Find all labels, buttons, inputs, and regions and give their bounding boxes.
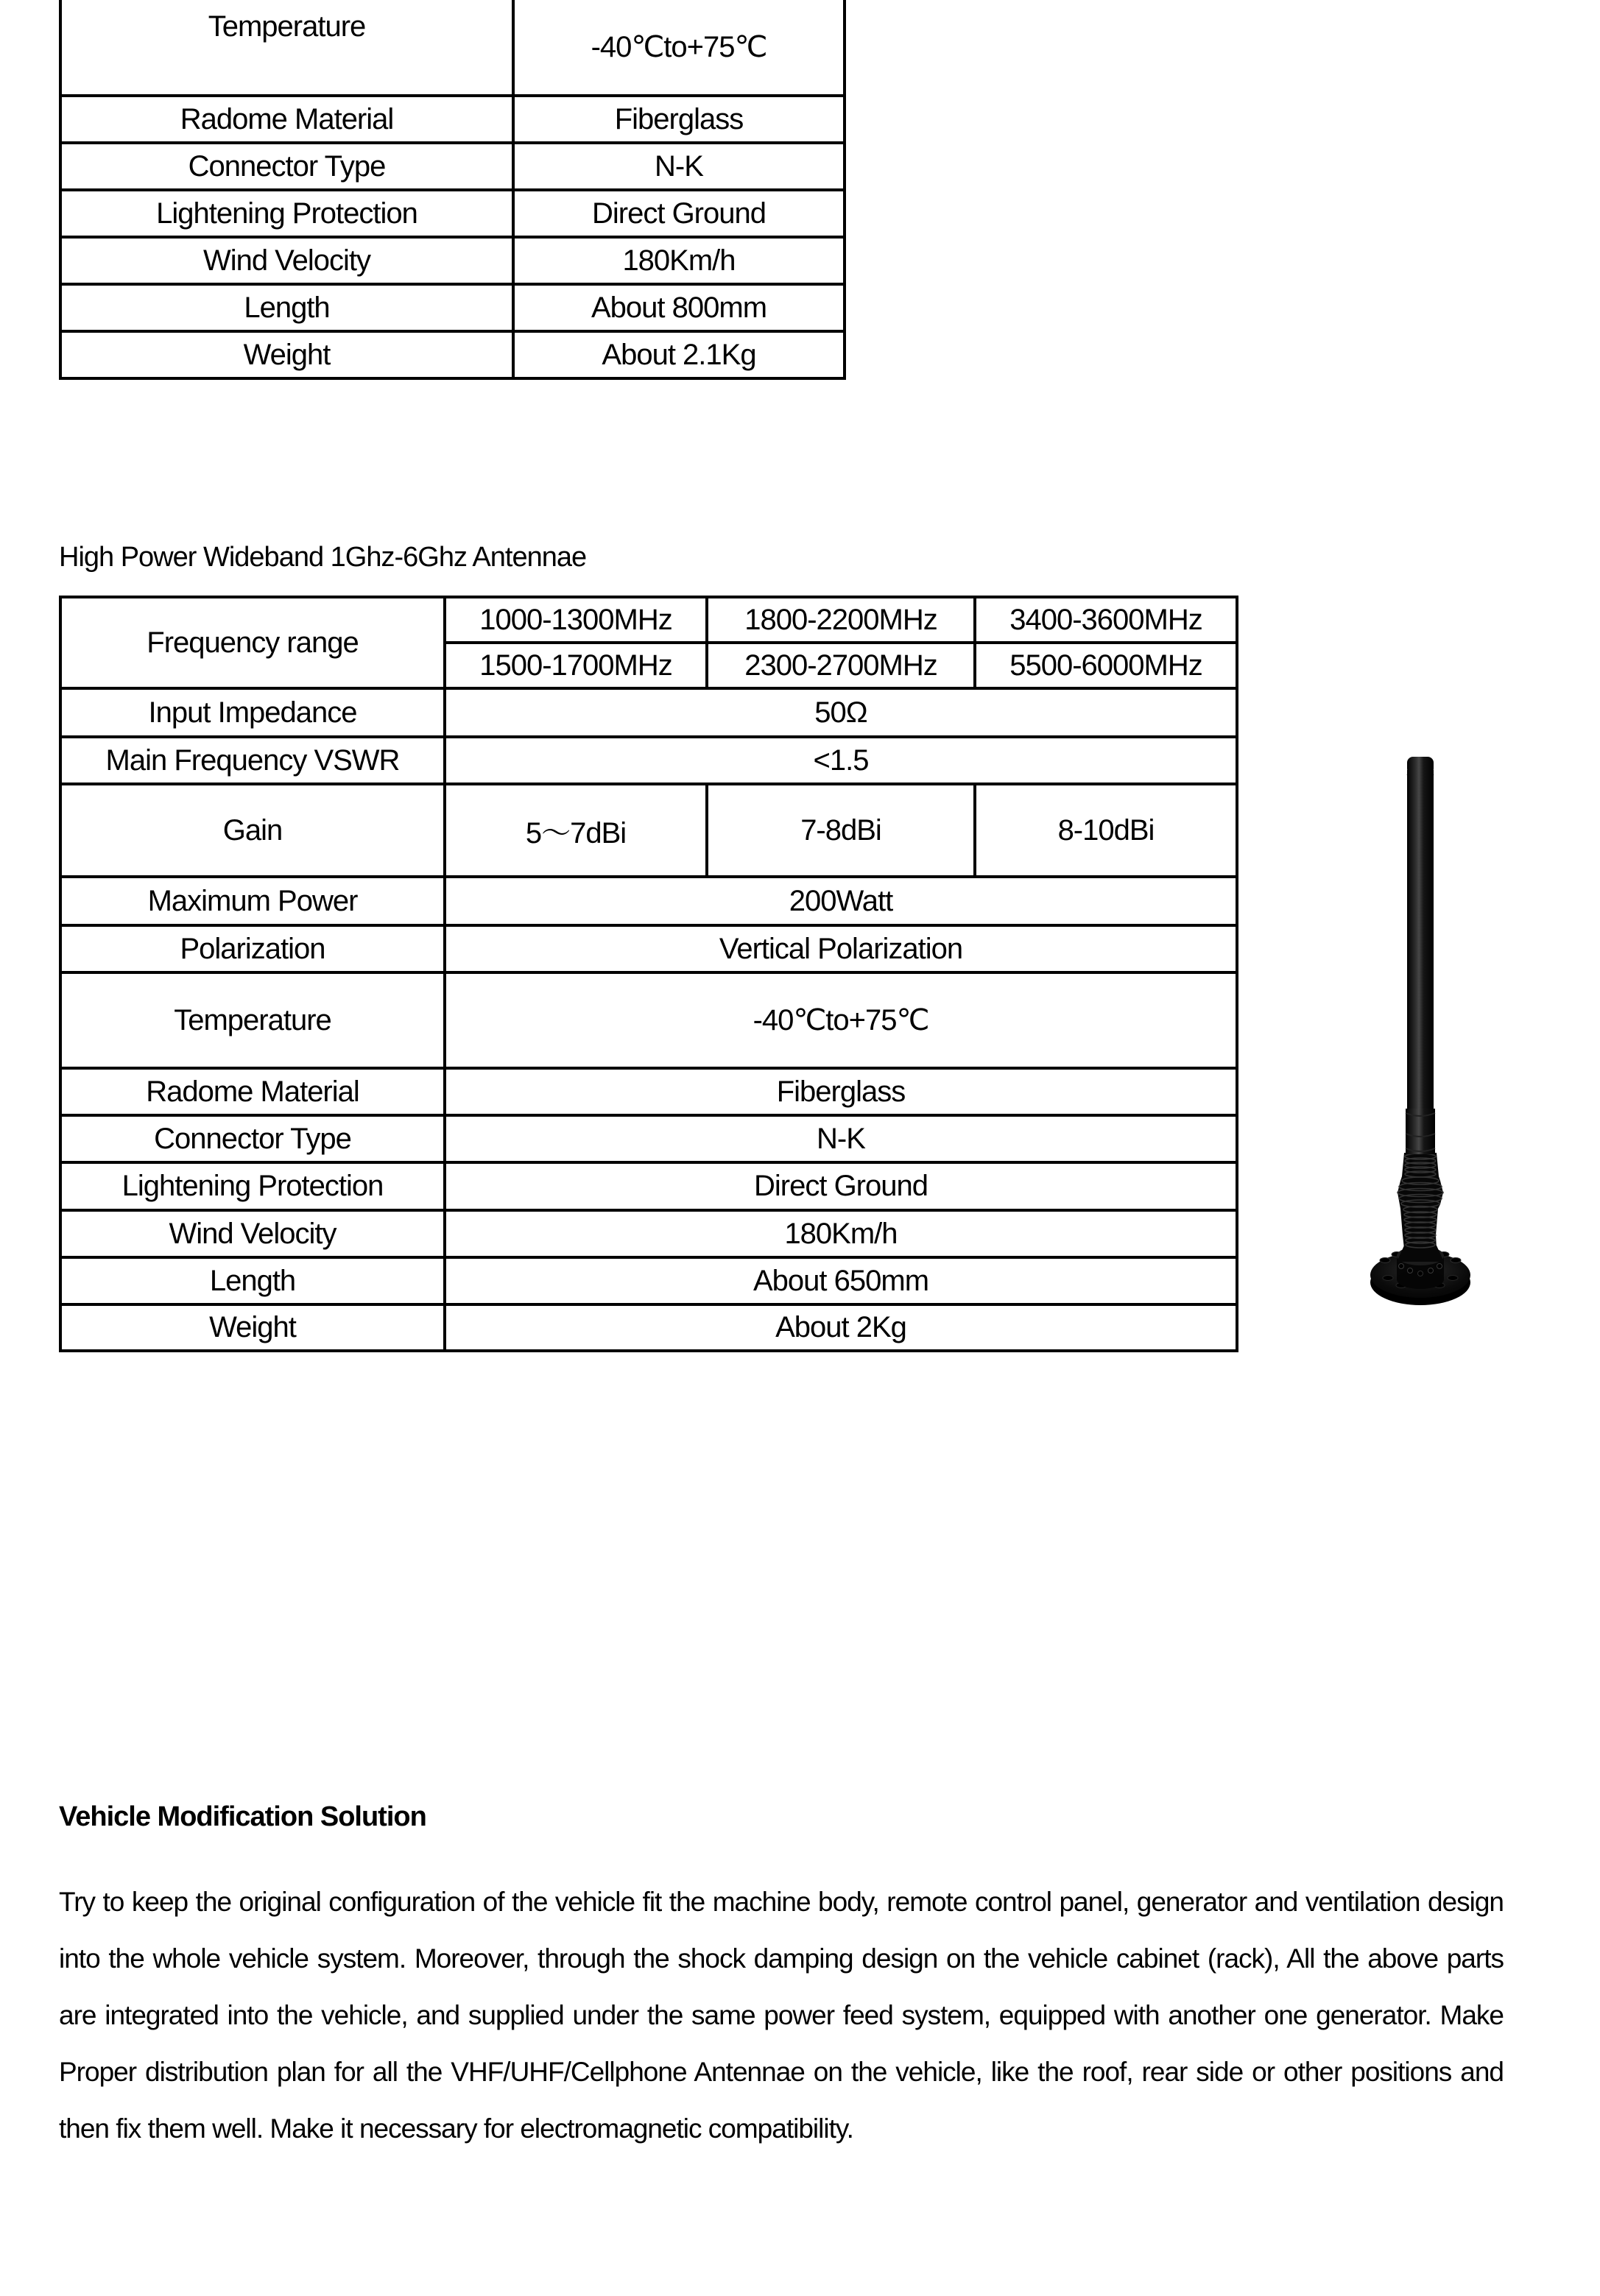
spec-label-cell: Input Impedance — [60, 688, 445, 737]
table-row — [60, 737, 1237, 784]
wideband-spec-table — [59, 596, 1238, 1352]
antenna-mast — [1406, 757, 1435, 1154]
spec-value-cell: 200Watt — [445, 877, 1237, 925]
spec-value-cell: 1000-1300MHz — [445, 597, 707, 643]
spec-label-cell: Connector Type — [60, 143, 513, 190]
spec-value-cell: 5500-6000MHz — [975, 643, 1237, 688]
table-row — [60, 1115, 1237, 1162]
table-row — [60, 1068, 1237, 1115]
spec-value-cell: <1.5 — [445, 737, 1237, 784]
spec-value-cell: Fiberglass — [513, 96, 845, 143]
spec-value-cell: 5～7dBi — [445, 784, 707, 877]
spec-value-cell: About 2Kg — [445, 1304, 1237, 1351]
table-row — [60, 237, 845, 284]
spec-value-cell: Direct Ground — [513, 190, 845, 237]
spec-value-cell: About 800mm — [513, 284, 845, 331]
spec-value-cell: 180Km/h — [513, 237, 845, 284]
spec-value-cell: About 650mm — [445, 1257, 1237, 1304]
spec-label-cell: Weight — [60, 1304, 445, 1351]
table-row — [60, 331, 845, 378]
spec-value-cell: 50Ω — [445, 688, 1237, 737]
spec-value-cell: About 2.1Kg — [513, 331, 845, 378]
table-row — [60, 1162, 1237, 1210]
section-heading: High Power Wideband 1Ghz-6Ghz Antennae — [59, 542, 587, 573]
spec-value-cell: Fiberglass — [445, 1068, 1237, 1115]
antenna-spring — [1398, 1153, 1443, 1248]
spec-value-cell: 7-8dBi — [707, 784, 975, 877]
spec-label-cell: Lightening Protection — [60, 190, 513, 237]
spec-value-cell: 180Km/h — [445, 1210, 1237, 1257]
spec-label-cell: Length — [60, 284, 513, 331]
spec-label-cell: Wind Velocity — [60, 1210, 445, 1257]
antenna-figure — [1358, 751, 1484, 1318]
spec-label-cell: Main Frequency VSWR — [60, 737, 445, 784]
spec-value-cell: 8-10dBi — [975, 784, 1237, 877]
spec-label-cell: Radome Material — [60, 1068, 445, 1115]
spec-label-cell: Wind Velocity — [60, 237, 513, 284]
table-row — [60, 190, 845, 237]
spec-label-cell: Frequency range — [60, 597, 445, 688]
spec-value-cell: N-K — [513, 143, 845, 190]
solution-paragraph: Try to keep the original configuration of the vehicle fit the machine body, remote control panel, generator and ventilation design into the whole vehicle system. Moreover, through the shock damping design on the vehicle cabinet (rack), All the above parts are integrated into the vehicle, and supplied under the same power feed system, equipped with another one generator. Make Proper distribution plan for all the VHF/UHF/Cellphone Antennae on the vehicle, like the roof, rear side or other positions and then fix them well. Make it necessary for electromagnetic compatibility. — [59, 1887, 1504, 2144]
spec-value-cell: N-K — [445, 1115, 1237, 1162]
spec-label-cell: Gain — [60, 784, 445, 877]
spec-label-cell: Temperature — [60, 972, 445, 1068]
spec-label-cell: Radome Material — [60, 96, 513, 143]
spec-value-cell: Direct Ground — [445, 1162, 1237, 1210]
spec-table-partial — [59, 0, 846, 380]
table-row — [60, 1257, 1237, 1304]
table-row — [60, 143, 845, 190]
spec-label-cell: Maximum Power — [60, 877, 445, 925]
table-row — [60, 972, 1237, 1068]
spec-value-cell: 3400-3600MHz — [975, 597, 1237, 643]
table-row — [60, 0, 845, 96]
spec-label-cell: Connector Type — [60, 1115, 445, 1162]
solution-heading: Vehicle Modification Solution — [59, 1801, 426, 1832]
spec-label-cell: Lightening Protection — [60, 1162, 445, 1210]
spec-label-cell: Temperature — [60, 0, 513, 96]
spec-value-cell: 1500-1700MHz — [445, 643, 707, 688]
table-row — [60, 925, 1237, 972]
spec-value-cell: Vertical Polarization — [445, 925, 1237, 972]
table-row — [60, 96, 845, 143]
table-row — [60, 1210, 1237, 1257]
spec-value-cell: 1800-2200MHz — [707, 597, 975, 643]
table-row — [60, 784, 1237, 877]
spec-value-cell: 2300-2700MHz — [707, 643, 975, 688]
table-row — [60, 688, 1237, 737]
spec-label-cell: Polarization — [60, 925, 445, 972]
table-row — [60, 284, 845, 331]
table-row — [60, 1304, 1237, 1351]
spec-value-cell: -40℃to+75℃ — [445, 972, 1237, 1068]
spec-label-cell: Weight — [60, 331, 513, 378]
spec-value-cell: -40℃to+75℃ — [513, 0, 845, 96]
table-row — [60, 597, 1237, 643]
spec-label-cell: Length — [60, 1257, 445, 1304]
table-row — [60, 877, 1237, 925]
vehicle-antenna-photo — [1358, 751, 1484, 1318]
